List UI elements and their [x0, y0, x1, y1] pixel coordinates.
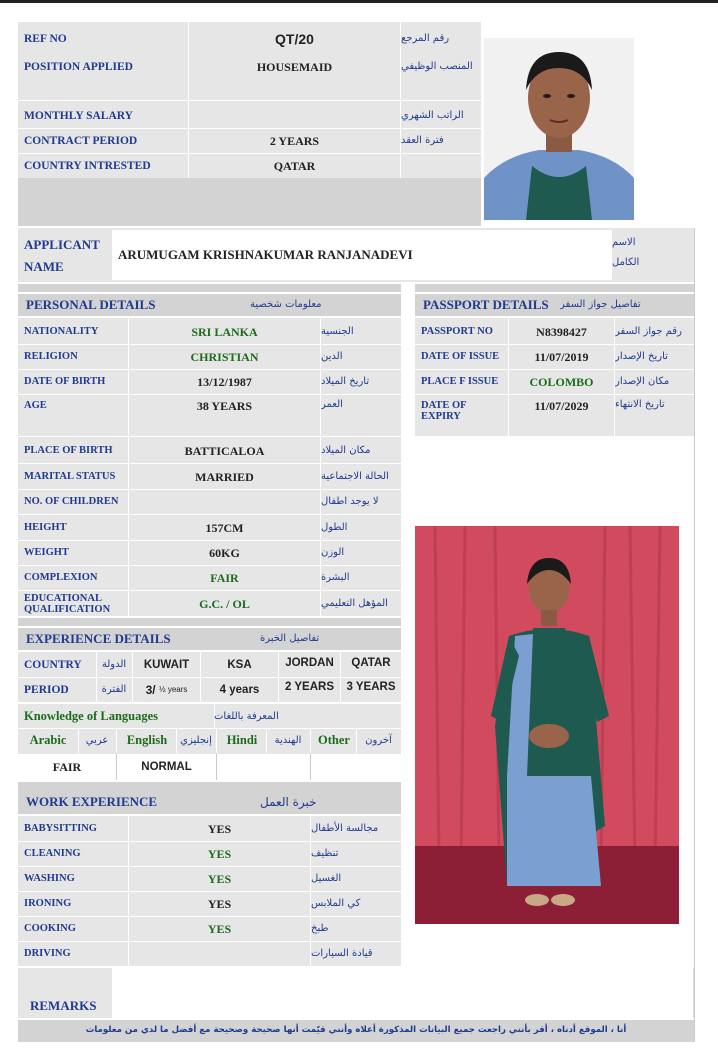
passport-ar-0: رقم جواز السفر	[615, 325, 682, 337]
personal-ar-2: تاريخ الميلاد	[321, 375, 370, 387]
exp-country-qatar: QATAR	[351, 656, 391, 669]
personal-label-6: NO. OF CHILDREN	[24, 496, 119, 508]
lang-arabic-ar: عربي	[85, 734, 109, 746]
country-row-ar: الدولة	[101, 658, 127, 670]
personal-value-0: SRI LANKA	[191, 324, 258, 339]
passport-ar-2: مكان الإصدار	[615, 375, 670, 387]
personal-label-10: EDUCATIONAL QUALIFICATION	[24, 592, 111, 615]
personal-label-0: NATIONALITY	[24, 326, 99, 338]
work-label-3: IRONING	[24, 898, 72, 910]
personal-ar-8: الوزن	[321, 546, 345, 558]
personal-value-5: MARRIED	[195, 469, 254, 484]
work-experience-title: WORK EXPERIENCE	[26, 794, 158, 810]
passport-value-1: 11/07/2019	[534, 349, 589, 364]
exp-country-ksa: KSA	[227, 658, 252, 671]
work-ar-5: قيادة السيارات	[311, 947, 373, 959]
personal-ar-10: المؤهل التعليمي	[321, 597, 388, 609]
exp-country-kuwait: KUWAIT	[143, 658, 190, 671]
personal-ar-4: مكان الميلاد	[321, 444, 371, 456]
position-label: POSITION APPLIED	[24, 60, 133, 73]
passport-label-2: PLACE F ISSUE	[421, 376, 499, 388]
name-ar-2: الكامل	[612, 256, 640, 268]
work-value-4: YES	[207, 921, 232, 936]
passport-details-title-ar: تفاصيل جواز السفر	[560, 298, 641, 310]
period-row-label: PERIOD	[24, 683, 69, 696]
passport-ar-1: تاريخ الإصدار	[615, 350, 668, 362]
personal-label-5: MARITAL STATUS	[24, 471, 116, 483]
position-ar: المنصب الوظيفي	[401, 60, 473, 72]
lang-english-label: English	[126, 733, 168, 748]
personal-value-4: BATTICALOA	[184, 443, 265, 458]
lang-arabic-level: FAIR	[52, 759, 82, 774]
personal-details-title: PERSONAL DETAILS	[26, 297, 156, 313]
work-label-2: WASHING	[24, 873, 75, 885]
passport-ar-3: تاريخ الانتهاء	[615, 399, 665, 410]
work-label-0: BABYSITTING	[24, 823, 97, 835]
work-label-1: CLEANING	[24, 848, 81, 860]
lang-arabic-label: Arabic	[29, 733, 67, 748]
personal-ar-5: الحالة الاجتماعية	[321, 470, 389, 482]
personal-ar-9: البشرة	[321, 571, 350, 583]
ref-no-value: QT/20	[275, 30, 314, 47]
work-ar-0: مجالسة الأطفال	[311, 822, 379, 834]
work-ar-2: الغسيل	[311, 872, 342, 884]
ref-no-label: REF NO	[24, 32, 67, 45]
salary-ar: الراتب الشهري	[401, 109, 464, 121]
personal-label-7: HEIGHT	[24, 522, 67, 534]
salary-label: MONTHLY SALARY	[24, 109, 133, 122]
work-ar-4: طبخ	[311, 922, 329, 934]
work-value-1: YES	[207, 846, 232, 861]
salary-value	[189, 105, 400, 127]
lang-other-label: Other	[318, 733, 350, 748]
personal-label-1: RELIGION	[24, 351, 78, 363]
ref-no-ar: رقم المرجع	[401, 32, 450, 44]
name-ar-1: الاسم	[612, 236, 636, 248]
personal-value-1: CHRISTIAN	[190, 349, 259, 364]
exp-period-ksa: 4 years	[219, 683, 260, 696]
passport-value-2: COLOMBO	[529, 374, 594, 389]
portrait-photo	[484, 38, 634, 220]
name-label: NAME	[24, 259, 64, 275]
top-block-footer	[18, 178, 481, 226]
personal-value-8: 60KG	[209, 545, 240, 560]
passport-value-0: N8398427	[536, 324, 587, 339]
contract-label: CONTRACT PERIOD	[24, 134, 138, 147]
languages-title: Knowledge of Languages	[24, 709, 159, 724]
country-label: COUNTRY INTRESTED	[24, 159, 151, 172]
personal-label-2: DATE OF BIRTH	[24, 376, 106, 388]
personal-value-6	[129, 490, 320, 514]
work-value-3: YES	[207, 896, 232, 911]
passport-label-3: DATE OF EXPIRY	[421, 400, 467, 423]
work-value-5	[129, 942, 310, 966]
personal-label-9: COMPLEXION	[24, 572, 98, 584]
lang-english-level: NORMAL	[141, 760, 192, 773]
footer-declaration: أنا ، الموقع أدناه ، أقر بأنني راجعت جميع البيانات المذكورة أعلاه وأنني قيّمت أنها صحيحة وصحيحة مع أفضل ما لدي من معلومات	[85, 1025, 627, 1036]
lang-english-ar: إنجليزي	[180, 734, 212, 746]
personal-label-3: AGE	[24, 400, 47, 411]
applicant-name-value: ARUMUGAM KRISHNAKUMAR RANJANADEVI	[118, 247, 413, 263]
remarks-label: REMARKS	[30, 998, 97, 1014]
country-value: QATAR	[273, 158, 316, 173]
personal-value-7: 157CM	[205, 520, 244, 535]
personal-ar-6: لا يوجد اطفال	[321, 495, 379, 507]
personal-ar-3: العمر	[321, 399, 343, 410]
passport-label-0: PASSPORT NO	[421, 326, 493, 338]
work-value-2: YES	[207, 871, 232, 886]
position-value: HOUSEMAID	[256, 59, 333, 74]
work-experience-title-ar: خبرة العمل	[260, 794, 317, 809]
lang-other-ar: آخرون	[365, 734, 392, 746]
personal-ar-1: الدين	[321, 350, 343, 362]
experience-details-title-ar: تفاصيل الخبرة	[260, 632, 320, 644]
work-label-4: COOKING	[24, 923, 76, 935]
experience-details-title: EXPERIENCE DETAILS	[26, 631, 171, 647]
passport-label-1: DATE OF ISSUE	[421, 351, 500, 363]
contract-value: 2 YEARS	[269, 133, 320, 148]
work-ar-1: تنظيف	[311, 847, 339, 859]
work-ar-3: كي الملابس	[311, 897, 361, 909]
personal-details-title-ar: معلومات شخصية	[250, 298, 322, 310]
exp-period-qatar: 3 YEARS	[346, 680, 396, 693]
personal-value-10: G.C. / OL	[199, 596, 250, 611]
country-row-label: COUNTRY	[24, 658, 82, 671]
lang-hindi-ar: الهندية	[274, 734, 302, 746]
passport-details-title: PASSPORT DETAILS	[423, 297, 549, 313]
exp-period-jordan: 2 YEARS	[284, 680, 334, 693]
work-label-5: DRIVING	[24, 948, 71, 960]
contract-ar: فترة العقد	[401, 134, 444, 146]
personal-label-8: WEIGHT	[24, 547, 69, 559]
applicant-label: APPLICANT	[24, 237, 100, 253]
lang-hindi-label: Hindi	[226, 733, 258, 748]
personal-ar-0: الجنسية	[321, 325, 354, 337]
personal-value-2: 13/12/1987	[197, 374, 252, 389]
personal-value-9: FAIR	[210, 570, 239, 585]
period-row-ar: الفترة	[101, 683, 127, 695]
languages-title-ar: المعرفة باللغات	[214, 710, 279, 722]
exp-country-jordan: JORDAN	[285, 656, 334, 669]
work-value-0: YES	[207, 821, 232, 836]
personal-label-4: PLACE OF BIRTH	[24, 445, 113, 457]
personal-value-3: 38 YEARS	[196, 399, 253, 413]
exp-period-kuwait: 3/ ½ years	[145, 682, 188, 697]
passport-value-3: 11/07/2029	[534, 399, 589, 413]
full-body-photo	[415, 526, 679, 924]
personal-ar-7: الطول	[321, 521, 348, 533]
